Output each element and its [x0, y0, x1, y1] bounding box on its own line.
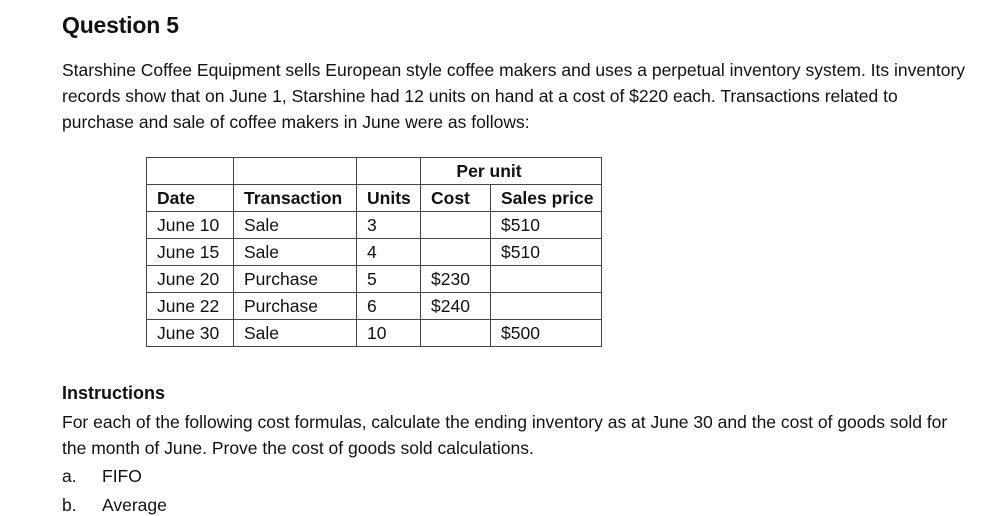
- table-cell: [147, 158, 234, 185]
- question-intro: Starshine Coffee Equipment sells European style coffee makers and uses a perpetual inventory system. Its inventory records show that on June 1, Starshine had 12 units on hand at a cost of $220 each. Transactions related to purchase and sale of coffee makers in June were as follows:: [62, 60, 966, 132]
- inventory-table: [146, 157, 602, 347]
- column-header-transaction: Transaction: [234, 185, 357, 212]
- option-letter: a.: [62, 466, 77, 486]
- column-header-sales-price: Sales price: [491, 185, 602, 212]
- cell-sales-price: [491, 266, 602, 293]
- option-label: Average: [102, 495, 167, 515]
- per-unit-header: Per unit: [456, 160, 522, 181]
- cell-sales-price: $510: [491, 239, 602, 266]
- column-header-date: Date: [147, 185, 234, 212]
- cell-transaction: Sale: [234, 212, 357, 239]
- cell-date: June 22: [147, 293, 234, 320]
- instructions-body: For each of the following cost formulas, calculate the ending inventory as at June 30 and the cost of goods sold for the month of June. Prove the cost of goods sold calculations.: [62, 412, 948, 458]
- cell-date: June 10: [147, 212, 234, 239]
- table-row: [147, 239, 602, 266]
- table-cell: [357, 158, 421, 185]
- question-title: Question 5: [62, 12, 179, 38]
- cell-transaction: Purchase: [234, 266, 357, 293]
- cell-date: June 15: [147, 239, 234, 266]
- cell-sales-price: [491, 293, 602, 320]
- table-row: [147, 293, 602, 320]
- cell-units: 10: [357, 320, 421, 347]
- cell-cost: $230: [421, 266, 491, 293]
- table-row: [147, 266, 602, 293]
- table-row: [147, 212, 602, 239]
- cell-units: 3: [357, 212, 421, 239]
- column-header-cost: Cost: [421, 185, 491, 212]
- cell-units: 6: [357, 293, 421, 320]
- table-header-row: [147, 185, 602, 212]
- cell-transaction: Purchase: [234, 293, 357, 320]
- cell-cost: [421, 239, 491, 266]
- cell-units: 5: [357, 266, 421, 293]
- option-item: [62, 465, 142, 487]
- cell-transaction: Sale: [234, 239, 357, 266]
- column-header-units: Units: [357, 185, 421, 212]
- cell-cost: [421, 212, 491, 239]
- cell-transaction: Sale: [234, 320, 357, 347]
- option-item: [62, 494, 167, 516]
- cell-cost: [421, 320, 491, 347]
- cell-date: June 20: [147, 266, 234, 293]
- cell-sales-price: $510: [491, 212, 602, 239]
- option-label: FIFO: [102, 466, 142, 486]
- cell-cost: $240: [421, 293, 491, 320]
- cell-date: June 30: [147, 320, 234, 347]
- option-letter: b.: [62, 495, 77, 515]
- instructions-heading: Instructions: [62, 383, 166, 403]
- cell-sales-price: $500: [491, 320, 602, 347]
- table-row: [147, 320, 602, 347]
- table-group-header-row: [147, 158, 602, 185]
- table-cell: [234, 158, 357, 185]
- cell-units: 4: [357, 239, 421, 266]
